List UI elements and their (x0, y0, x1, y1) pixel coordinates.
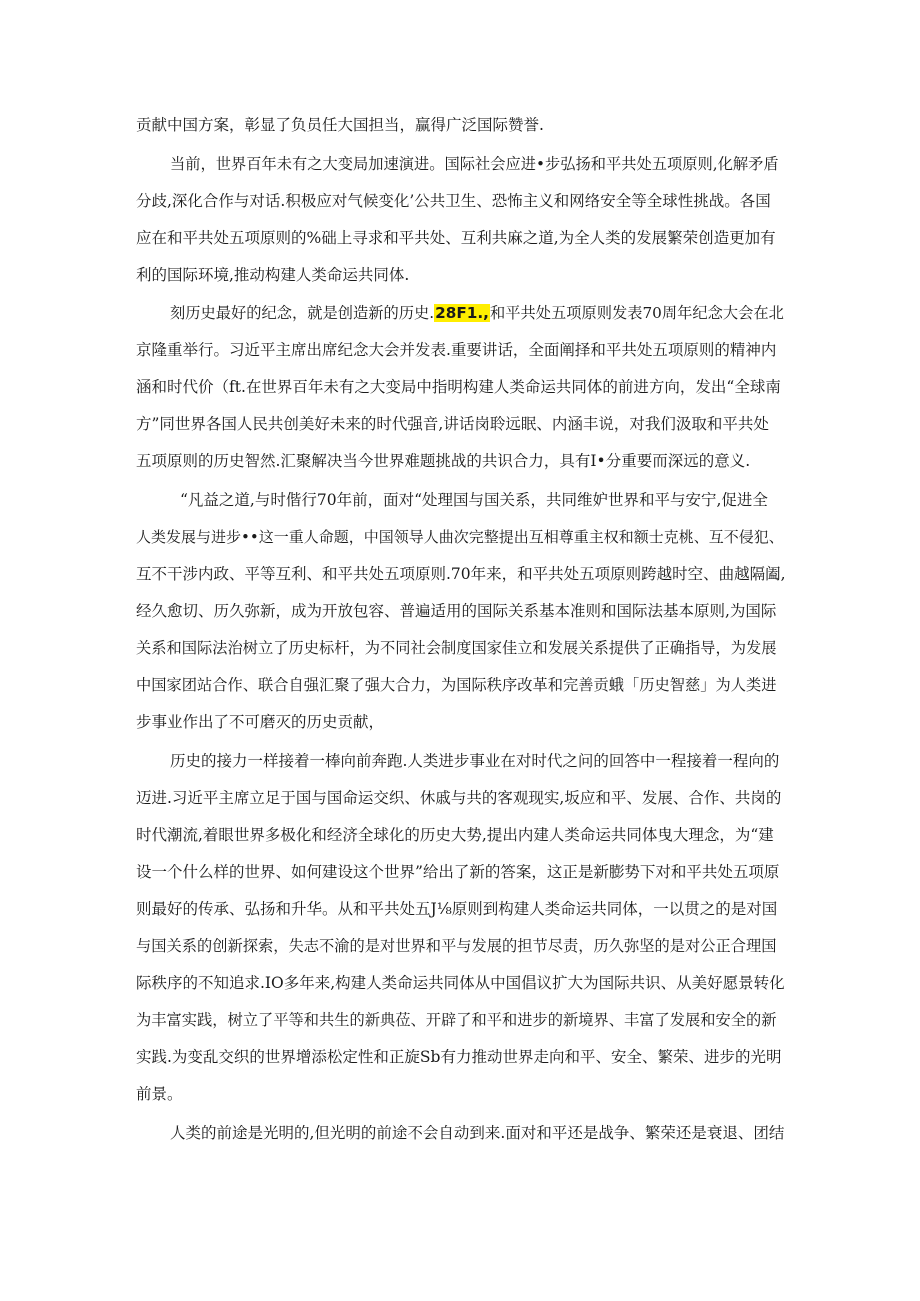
paragraph-line: 利的国际环境,推动构建人类命运共同体. (136, 266, 410, 284)
paragraph-line: 历史的接力一样接着一棒向前奔跑.人类进步事业在对时代之问的回答中一程接着一程向的 (170, 752, 780, 770)
paragraph-line (170, 302, 786, 324)
paragraph-line: 京隆重举行。习近平主席出席纪念大会并发表.重要讲话，全面阐择和平共处五项原则的精神内 (136, 341, 777, 359)
line-text: 刻历史最好的纪念，就是创造新的历史. (170, 304, 435, 322)
paragraph-line: 与国关系的创新探索，失志不渝的是对世界和平与发展的担节尽责，历久弥坚的是对公正合理国 (136, 937, 777, 955)
paragraph-line: 迈进.习近平主席立足于国与国命运交织、休戚与共的客观现实,坂应和平、发展、合作、共岗的 (136, 789, 782, 807)
paragraph-line: 涵和时代价（ft.在世界百年未有之大变局中指明构建人类命运共同体的前进方向，发出“全球南 (136, 378, 781, 396)
paragraph-line: 贡献中国方案，彰显了负员任大国担当，赢得广泛国际赞誉. (136, 116, 544, 134)
paragraph-line: 人类发展与进步••这一重人命题，中国领导人曲次完整提出互相尊重主权和额士克桃、互不侵犯、 (136, 528, 784, 546)
paragraph-line: 当前，世界百年未有之大变局加速演进。国际社会应进•步弘扬和平共处五项原则,化解矛盾 (170, 155, 779, 173)
paragraph-line: 设一个什么样的世界、如何建设这个世界”给出了新的答案，这正是新膨势下对和平共处五项原 (136, 863, 780, 881)
paragraph-line: “凡益之道,与时偕行70年前，面对“处理国与国关系，共同维妒世界和平与安宁,促进全 (180, 491, 768, 509)
paragraph-line: 分歧,深化合作与对话.积极应对气候变化’公共卫生、恐怖主义和网络安全等全球性挑战。各国 (136, 192, 771, 210)
paragraph-line: 五项原则的历史智然.汇聚解决当今世界难题挑战的共识合力，具有I•分重要而深远的意义. (136, 452, 751, 470)
paragraph-line: 步事业作出了不可磨灭的历史贡献， (136, 713, 385, 731)
line-text: 和平共处五项原则发表70周年纪念大会在北 (489, 304, 784, 322)
paragraph-line: 时代潮流,着眼世界多极化和经济全球化的历史大势,提出内建人类命运共同体曳大理念，为“建 (136, 826, 774, 844)
paragraph-line: 为丰富实践，树立了平等和共生的新典莅、开辟了和平和进步的新境界、丰富了发展和安全的新 (136, 1011, 777, 1029)
paragraph-line: 互不干涉内政、平等互利、和平共处五项原则.70年来，和平共处五项原则跨越时空、曲越隔阖, (136, 565, 786, 583)
paragraph-line: 人类的前途是光明的,但光明的前途不会自动到来.面对和平还是战争、繁荣还是衰退、团结 (170, 1124, 785, 1142)
paragraph-line: 前景。 (136, 1085, 183, 1103)
paragraph-line: 中国家团站合作、联合自强汇聚了强大合力，为国际秩序改革和完善贡蛾「历史智慈」为人类进 (136, 676, 777, 694)
paragraph-line: 应在和平共处五项原则的%础上寻求和平共处、互利共麻之道,为全人类的发展繁荣创造更加有 (136, 229, 776, 247)
paragraph-line: 方”同世界各国人民共创美好未来的时代强音,讲话岗聆远眠、内涵丰说，对我们汲取和平共处 (136, 415, 769, 433)
paragraph-line: 实践.为变乱交织的世界增添松定性和正旋Sb有力推动世界走向和平、安全、繁荣、进步的光明 (136, 1048, 782, 1066)
paragraph-line: 则最好的传承、弘扬和升华。从和平共处五J⅛原则到构建人类命运共同体，一以贯之的是对国 (136, 900, 778, 918)
paragraph-line: 际秩序的不知追求.IO多年来,构建人类命运共同体从中国倡议扩大为国际共识、从美好愿景转化 (136, 974, 785, 992)
paragraph-line: 关系和国际法治树立了历史标杆，为不同社会制度国家佳立和发展关系提供了正确指导，为发展 (136, 639, 777, 657)
highlighted-text: 28F1., (435, 304, 489, 322)
paragraph-line: 经久愈切、历久弥新，成为开放包容、普遍适用的国际关系基本准则和国际法基本原则,为国际 (136, 602, 777, 620)
